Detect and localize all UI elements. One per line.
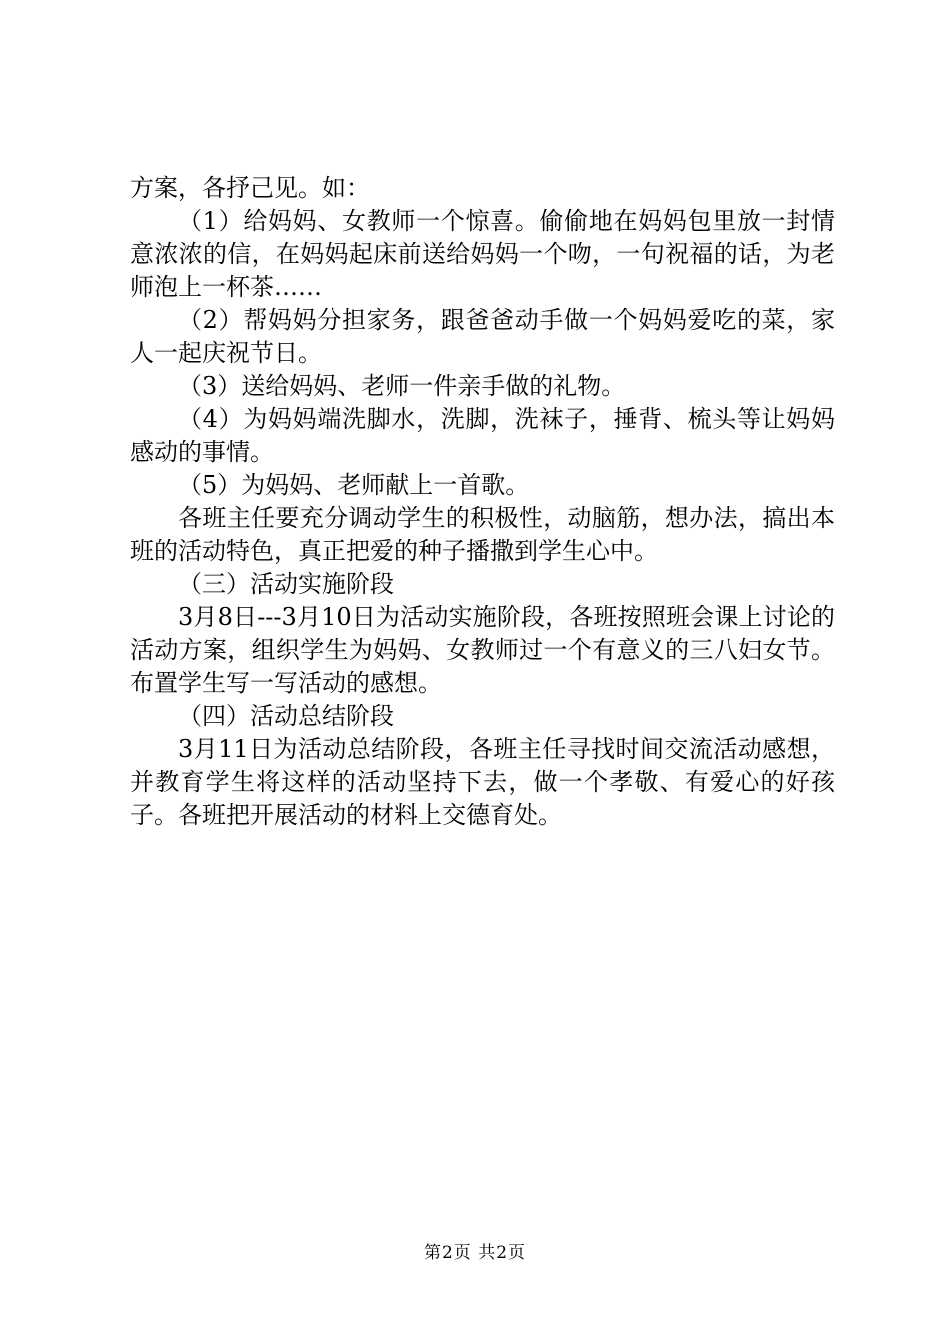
page-number-footer: 第2页 共2页 bbox=[423, 1243, 527, 1263]
document-body bbox=[130, 172, 835, 832]
paragraph-implementation: 3月8日---3月10日为活动实施阶段，各班按照班会课上讨论的活动方案，组织学生为妈妈、女教师过一个有意义的三八妇女节。布置学生写一写活动的感想。 bbox=[130, 603, 835, 697]
paragraph-item-5: （5）为妈妈、老师献上一首歌。 bbox=[178, 471, 530, 499]
paragraph-item-3: （3）送给妈妈、老师一件亲手做的礼物。 bbox=[178, 372, 626, 400]
paragraph-item-2: （2）帮妈妈分担家务，跟爸爸动手做一个妈妈爱吃的菜，家人一起庆祝节日。 bbox=[130, 306, 835, 367]
paragraph-teacher-note: 各班主任要充分调动学生的积极性，动脑筋，想办法，搞出本班的活动特色，真正把爱的种子播撒到学生心中。 bbox=[130, 504, 835, 565]
section-heading-implementation: （三）活动实施阶段 bbox=[178, 570, 394, 598]
paragraph-continuation: 方案，各抒己见。如： bbox=[130, 174, 370, 202]
paragraph-summary: 3月11日为活动总结阶段，各班主任寻找时间交流活动感想，并教育学生将这样的活动坚持下去，做一个孝敬、有爱心的好孩子。各班把开展活动的材料上交德育处。 bbox=[130, 735, 835, 829]
paragraph-item-1: （1）给妈妈、女教师一个惊喜。偷偷地在妈妈包里放一封情意浓浓的信，在妈妈起床前送给妈妈一个吻，一句祝福的话，为老师泡上一杯茶…… bbox=[130, 207, 835, 301]
paragraph-item-4: （4）为妈妈端洗脚水，洗脚，洗袜子，捶背、梳头等让妈妈感动的事情。 bbox=[130, 405, 835, 466]
section-heading-summary: （四）活动总结阶段 bbox=[178, 702, 394, 730]
